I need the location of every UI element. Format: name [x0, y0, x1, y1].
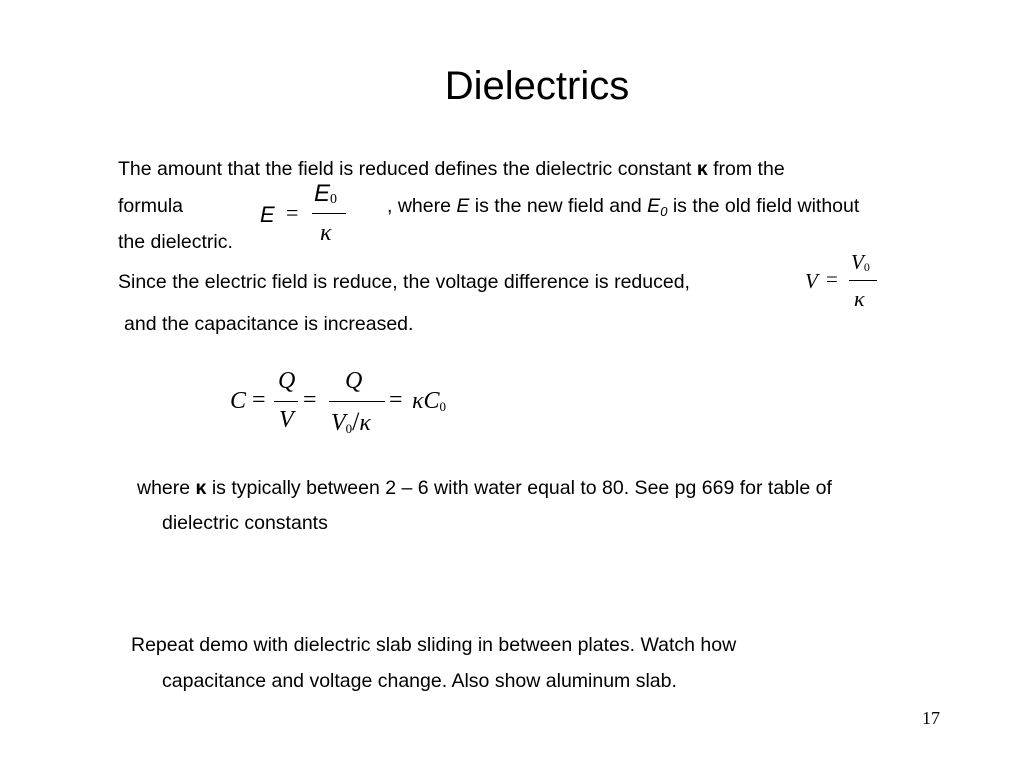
eq-voltage-lhs: V — [805, 269, 818, 293]
eq-voltage-num-base: V — [851, 250, 864, 274]
eq-field-num-sub: 0 — [330, 192, 338, 207]
eq-voltage-denominator: κ — [854, 286, 865, 311]
para1-line1 — [118, 157, 785, 181]
para1-line2 — [387, 194, 859, 218]
equation-capacitance — [228, 368, 468, 440]
page-number: 17 — [922, 708, 940, 728]
para1-line3: the dielectric. — [118, 231, 233, 253]
eq-cap-f1-denominator: V — [279, 407, 294, 433]
eq-cap-f2-bar — [329, 401, 385, 402]
field-E0-sub: 0 — [660, 204, 668, 219]
eq-cap-lhs: C — [230, 388, 247, 414]
para3-where: where — [137, 477, 196, 499]
eq-cap-f2-den-sub: 0 — [345, 421, 353, 436]
kappa-symbol-2: κ — [195, 477, 207, 499]
field-E0-base: E — [647, 195, 661, 217]
eq-cap-equals-3: = — [389, 387, 403, 413]
eq-cap-f1-bar — [274, 401, 298, 402]
para1-line1-tail: from the — [707, 158, 785, 180]
eq-cap-rhs-kappa: κ — [412, 388, 424, 414]
eq-voltage-num-sub: 0 — [863, 260, 870, 274]
eq-voltage-fraction-bar — [849, 280, 877, 281]
para1-new-field-text: is the new field and — [469, 195, 648, 217]
para1-old-field-text: is the old field without — [667, 195, 860, 217]
kappa-symbol: κ — [696, 158, 708, 180]
para3-line1-text: is typically between 2 – 6 with water equal to 80. See pg 669 for table of — [206, 477, 832, 499]
eq-cap-f2-numerator: Q — [345, 368, 363, 394]
eq-cap-f2-den-base: V — [331, 410, 346, 436]
para4-line1: Repeat demo with dielectric slab sliding in between plates. Watch how — [131, 634, 737, 656]
eq-cap-f2-den-slash: / — [352, 407, 360, 436]
para3-line1 — [137, 476, 832, 500]
eq-field-denominator: κ — [320, 220, 332, 246]
para2-line2: and the capacitance is increased. — [124, 313, 414, 335]
para3-line2: dielectric constants — [162, 512, 328, 534]
equation-field — [258, 180, 358, 250]
eq-field-numerator — [314, 180, 337, 208]
field-E0 — [647, 195, 667, 217]
eq-cap-f2-den-kappa: κ — [359, 410, 371, 436]
eq-voltage-numerator — [851, 250, 870, 275]
para1-line2-lead: formula — [118, 195, 184, 217]
slide-title: Dielectrics — [444, 64, 630, 108]
eq-field-num-base: E — [314, 180, 331, 207]
eq-cap-f1-numerator: Q — [278, 368, 296, 394]
para1-where: , where — [387, 195, 457, 217]
eq-cap-rhs — [412, 388, 446, 415]
field-E: E — [456, 195, 470, 217]
eq-field-equals: = — [286, 200, 299, 225]
para2-line1: Since the electric field is reduce, the voltage difference is reduced, — [118, 271, 690, 293]
eq-cap-equals-1: = — [252, 387, 266, 413]
para1-line1-text: The amount that the field is reduced defines the dielectric constant — [118, 158, 697, 180]
eq-cap-rhs-base: C — [423, 388, 440, 414]
para4-line2: capacitance and voltage change. Also show aluminum slab. — [162, 670, 677, 692]
eq-cap-equals-2: = — [303, 387, 317, 413]
eq-field-fraction-bar — [312, 213, 346, 214]
eq-field-lhs: E — [260, 202, 275, 227]
eq-voltage-equals: = — [826, 267, 838, 291]
equation-voltage — [803, 250, 883, 315]
eq-cap-rhs-sub: 0 — [439, 399, 447, 414]
eq-cap-f2-denominator — [331, 407, 371, 437]
